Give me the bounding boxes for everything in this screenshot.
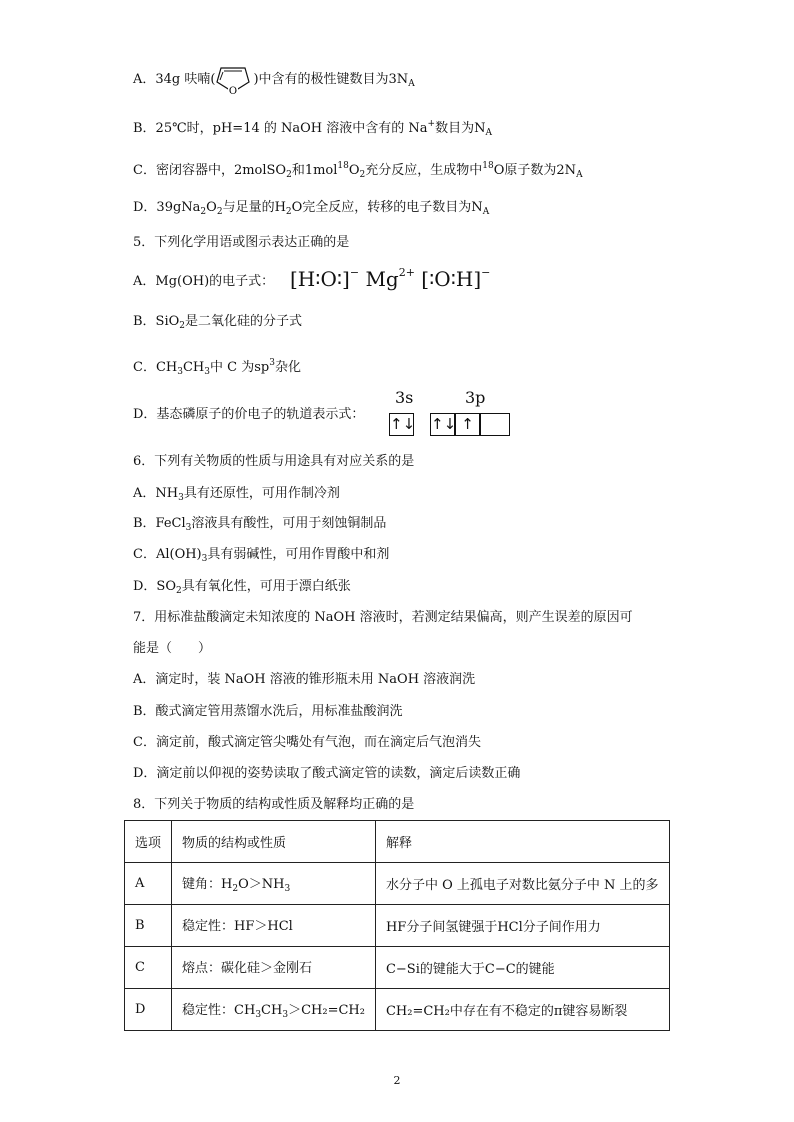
- q4-b-text-2: 数目为N: [435, 121, 486, 136]
- q5-c-s2: 3: [204, 367, 210, 377]
- q4-c-s3: A: [576, 170, 583, 180]
- table-row: [125, 905, 670, 947]
- row-prop-t1: 键角：H: [182, 877, 233, 892]
- q4-option-c: [133, 157, 583, 184]
- q4-c-t5: O原子数为2N: [493, 163, 577, 178]
- q4-c-s2: 2: [359, 170, 366, 180]
- table-row: [125, 989, 670, 1031]
- q7-option-b: B．酸式滴定管用蒸馏水洗后，用标准盐酸润洗: [133, 704, 403, 719]
- orbital-3s-box: ↑↓: [389, 413, 414, 436]
- furan-oxygen-label: O: [228, 86, 238, 97]
- q5-option-c: [133, 354, 301, 381]
- orbital-3p-label: 3p: [465, 388, 486, 407]
- q4-d-t3: 与足量的H: [222, 200, 286, 215]
- row-option: B: [125, 905, 172, 947]
- q5-electron-formula: [290, 266, 490, 291]
- row-property: [172, 947, 376, 989]
- q5-c-t3: 中 C 为sp: [210, 360, 270, 375]
- q5-c-s1: 3: [177, 367, 183, 377]
- q4-option-d: [133, 199, 489, 221]
- row-prop-t1: 稳定性：CH: [182, 1003, 256, 1018]
- q6-a-t1: A．NH: [133, 486, 179, 501]
- q5-b-t1: B．SiO: [133, 314, 180, 329]
- row-option: D: [125, 989, 172, 1031]
- row-prop-s2: 3: [282, 1010, 289, 1020]
- row-prop-t2: CH: [261, 1003, 283, 1018]
- row-prop-t1: 熔点：碳化硅＞金刚石: [182, 961, 313, 976]
- table-header-option: 选项: [125, 821, 172, 863]
- q6-option-c: [133, 546, 389, 568]
- furan-ring-icon: [213, 58, 253, 98]
- q4-d-s4: A: [482, 207, 490, 217]
- q7-option-c: C．滴定前，酸式滴定管尖嘴处有气泡，而在滴定后气泡消失: [133, 735, 481, 750]
- q4-c-sup2: 18: [482, 161, 494, 171]
- q4-d-s2: 2: [216, 207, 223, 217]
- table-header-property: 物质的结构或性质: [172, 821, 376, 863]
- q4-d-t2: O: [206, 200, 217, 215]
- q4-c-t1: C．密闭容器中，2molSO: [133, 163, 287, 178]
- q5-stem: 5．下列化学用语或图示表达正确的是: [133, 235, 350, 250]
- orbital-3p-box-1: ↑↓: [430, 413, 455, 436]
- q4-c-t4: 充分反应，生成物中: [365, 163, 483, 178]
- row-explanation: CH₂=CH₂中存在有不稳定的π键容易断裂: [375, 989, 669, 1031]
- formula-mg-charge: 2+: [398, 266, 415, 279]
- q6-c-t1: C．Al(OH): [133, 547, 202, 562]
- q8-table: [124, 820, 670, 1031]
- q4-option-b: [133, 115, 492, 142]
- orbital-3s-label: 3s: [395, 388, 414, 407]
- q7-option-d: D．滴定前以仰视的姿势读取了酸式滴定管的读数，滴定后读数正确: [133, 766, 521, 781]
- q4-a-text-1: A．34g 呋喃(: [133, 72, 216, 87]
- q6-a-s1: 3: [178, 493, 184, 503]
- q6-c-t2: 具有弱碱性，可用作胃酸中和剂: [207, 547, 390, 562]
- q4-d-s1: 2: [200, 207, 207, 217]
- q4-c-s1: 2: [286, 170, 292, 180]
- q6-option-d: [133, 578, 351, 600]
- q6-d-s1: 2: [176, 586, 182, 596]
- row-option: C: [125, 947, 172, 989]
- q5-c-sup: 3: [269, 358, 275, 368]
- q4-c-t2: 和1mol: [291, 163, 338, 178]
- q5-b-s1: 2: [179, 321, 186, 331]
- q6-a-t2: 具有还原性，可用作制冷剂: [183, 486, 340, 501]
- q6-stem: 6．下列有关物质的性质与用途具有对应关系的是: [133, 454, 415, 469]
- formula-right: [∶O∶H]: [421, 267, 482, 291]
- q4-option-a: [133, 71, 415, 93]
- q4-c-sup1: 18: [337, 161, 349, 171]
- q4-d-t4: O完全反应，转移的电子数目为N: [291, 200, 483, 215]
- formula-minus-1: −: [349, 266, 360, 279]
- q4-c-t3: O: [348, 163, 360, 178]
- q7-option-a: A．滴定时，装 NaOH 溶液的锥形瓶未用 NaOH 溶液润洗: [133, 672, 476, 687]
- q6-b-t1: B．FeCl: [133, 516, 186, 531]
- row-prop-t1: 稳定性：HF＞HCl: [182, 919, 293, 934]
- q5-c-t2: CH: [182, 360, 205, 375]
- q6-option-b: [133, 515, 386, 537]
- q4-a-text-2: )中含有的极性键数目为3N: [253, 72, 409, 87]
- table-header-explanation: 解释: [375, 821, 669, 863]
- row-explanation: C−Si的键能大于C−C的键能: [375, 947, 669, 989]
- row-option: A: [125, 863, 172, 905]
- row-prop-s1: 3: [255, 1010, 262, 1020]
- q8-stem: 8．下列关于物质的结构或性质及解释均正确的是: [133, 797, 415, 812]
- formula-mg: Mg: [365, 267, 399, 291]
- q5-c-t1: C．CH: [133, 360, 178, 375]
- q6-d-t2: 具有氧化性，可用于漂白纸张: [181, 579, 351, 594]
- q6-b-s1: 3: [185, 523, 192, 533]
- q4-b-sub: A: [485, 128, 492, 138]
- table-row: [125, 947, 670, 989]
- q4-d-s3: 2: [285, 207, 292, 217]
- q5-c-t4: 杂化: [274, 360, 301, 375]
- q7-stem-line-2: 能是（ ）: [133, 641, 212, 656]
- q7-stem-line-1: 7．用标准盐酸滴定未知浓度的 NaOH 溶液时，若测定结果偏高，则产生误差的原因可: [133, 610, 633, 625]
- q6-b-t2: 溶液具有酸性，可用于刻蚀铜制品: [191, 516, 387, 531]
- q4-d-t1: D．39gNa: [133, 200, 201, 215]
- orbital-3p-box-3: [480, 413, 510, 436]
- q5-b-t2: 是二氧化硅的分子式: [185, 314, 303, 329]
- q4-b-sup: +: [427, 119, 436, 129]
- q5-option-b: [133, 313, 302, 335]
- row-prop-s2: 3: [284, 884, 291, 894]
- page-number: 2: [393, 1074, 401, 1087]
- orbital-3p-box-2: ↑: [455, 413, 480, 436]
- table-header-row: [125, 821, 670, 863]
- q4-b-text-1: B．25℃时，pH=14 的 NaOH 溶液中含有的 Na: [133, 121, 428, 136]
- row-prop-t3: ＞CH₂=CH₂: [288, 1003, 365, 1018]
- q4-a-sub: A: [408, 79, 415, 89]
- row-explanation: HF分子间氢键强于HCl分子间作用力: [375, 905, 669, 947]
- row-prop-s1: 2: [232, 884, 239, 894]
- q5-option-d-label: D．基态磷原子的价电子的轨道表示式：: [133, 407, 365, 422]
- row-prop-t2: O＞NH: [238, 877, 285, 892]
- q6-d-t1: D．SO: [133, 579, 176, 594]
- row-property: [172, 905, 376, 947]
- table-row: [125, 863, 670, 905]
- row-explanation: 水分子中 O 上孤电子对数比氨分子中 N 上的多: [375, 863, 669, 905]
- row-property: [172, 989, 376, 1031]
- q6-option-a: [133, 485, 340, 507]
- q5-option-a-label: A．Mg(OH)的电子式：: [133, 274, 275, 289]
- q6-c-s1: 3: [201, 554, 208, 564]
- row-property: [172, 863, 376, 905]
- formula-left: [H∶O∶]: [290, 267, 350, 291]
- formula-minus-2: −: [481, 266, 491, 279]
